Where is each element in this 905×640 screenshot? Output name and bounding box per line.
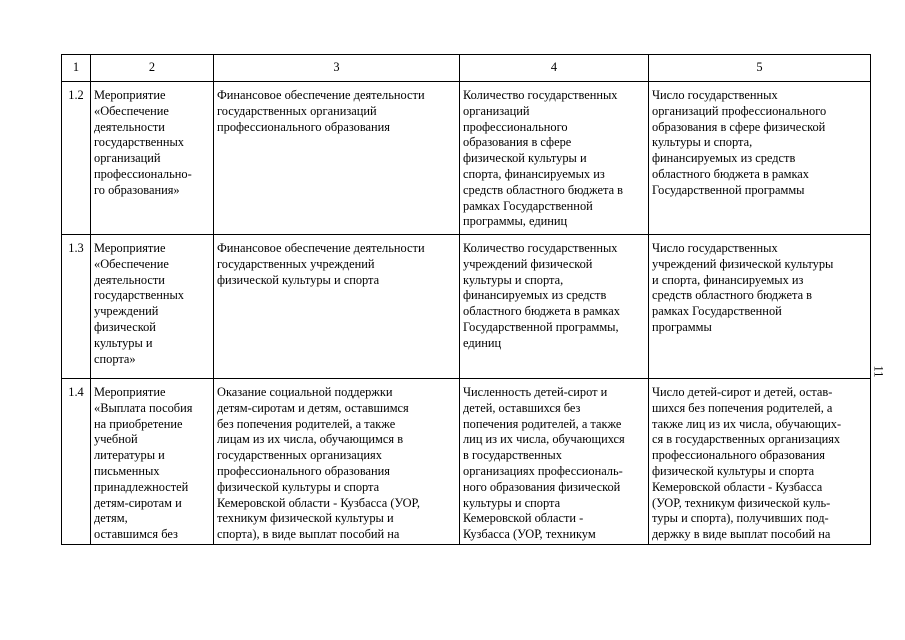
measure-name: Мероприятие «Обеспечение деятельности государственных организаций профессионально- го образования» [91,82,214,235]
header-cell-5: 5 [649,55,871,82]
indicator-method: Число государственных организаций профессионального образования в сфере физической культуры и спорта, финансируемых из средств областного бюджета в рамках Государственной программы [649,82,871,235]
indicator-method: Число государственных учреждений физической культуры и спорта, финансируемых из средств областного бюджета в рамках Государственной программы [649,235,871,379]
indicator-name: Количество государственных учреждений физической культуры и спорта, финансируемых из средств областного бюджета в рамках Государственной программы, единиц [460,235,649,379]
row-number: 1.2 [62,82,91,235]
header-cell-2: 2 [91,55,214,82]
measure-description: Финансовое обеспечение деятельности государственных организаций профессионального образования [214,82,460,235]
header-cell-1: 1 [62,55,91,82]
indicator-method: Число детей-сирот и детей, остав- шихся без попечения родителей, а также лиц из их числа, обучающих- ся в государственных организациях профессионального образования физической культуры и спорта Кемеровской области - Кузбасса (УОР, техникум физической куль- туры и спорта), получивших под- держку в виде выплат пособий на [649,379,871,545]
indicator-name: Количество государственных организаций профессионального образования в сфере физической культуры и спорта, финансируемых из средств областного бюджета в рамках Государственной программы, единиц [460,82,649,235]
indicator-name: Численность детей-сирот и детей, оставшихся без попечения родителей, а также лиц из их числа, обучающихся в государственных организациях профессиональ- ного образования физической культуры и спорта Кемеровской области - Кузбасса (УОР, техникум [460,379,649,545]
row-number: 1.3 [62,235,91,379]
measure-name: Мероприятие «Обеспечение деятельности государственных учреждений физической культуры и спорта» [91,235,214,379]
table-header-row [62,55,871,82]
page-number: 11 [871,365,886,378]
measures-table [61,54,871,545]
measure-name: Мероприятие «Выплата пособия на приобретение учебной литературы и письменных принадлежностей детям-сиротам и детям, оставшимся без [91,379,214,545]
table-row [62,235,871,379]
table-row [62,82,871,235]
header-cell-4: 4 [460,55,649,82]
row-number: 1.4 [62,379,91,545]
table-row [62,379,871,545]
header-cell-3: 3 [214,55,460,82]
measure-description: Оказание социальной поддержки детям-сиротам и детям, оставшимся без попечения родителей, а также лицам из их числа, обучающимся в государственных организациях профессионального образования физической культуры и спорта Кемеровской области - Кузбасса (УОР, техникум физической культуры и спорта), в виде выплат пособий на [214,379,460,545]
measure-description: Финансовое обеспечение деятельности государственных учреждений физической культуры и спорта [214,235,460,379]
